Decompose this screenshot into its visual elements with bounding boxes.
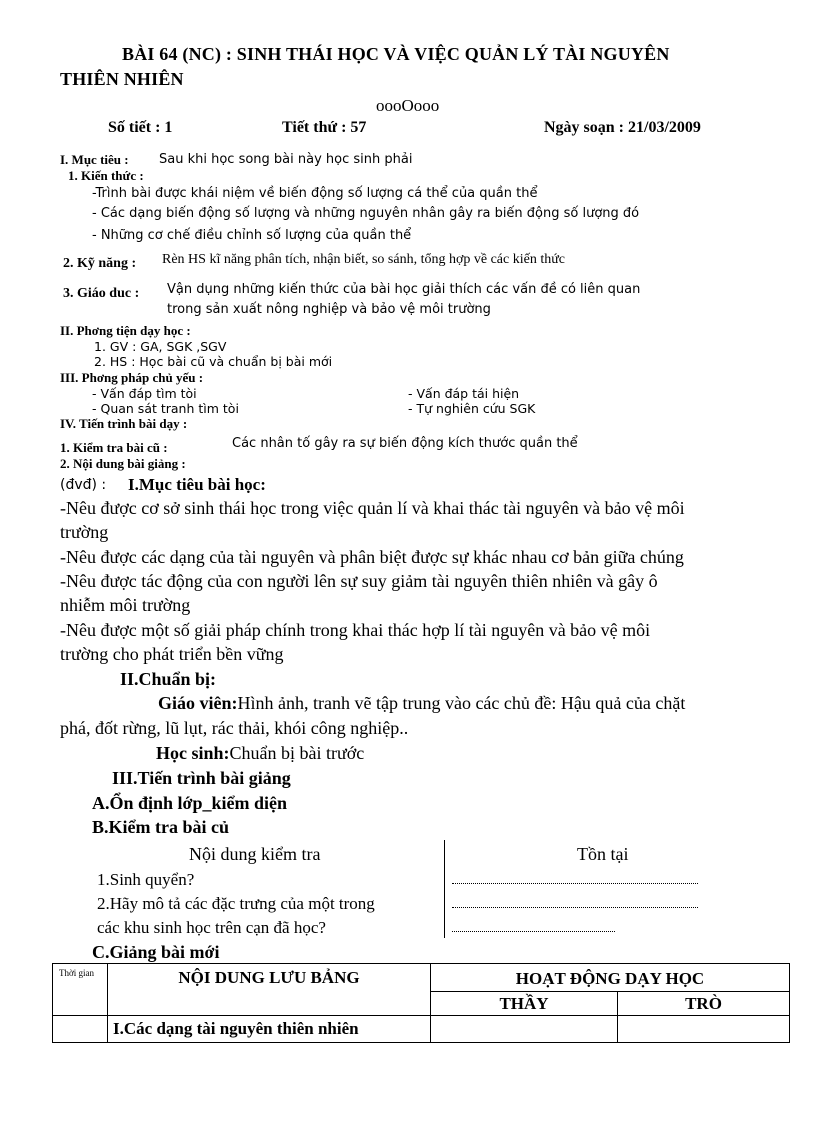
check-heading: 1. Kiểm tra bài cũ : (60, 440, 168, 455)
check-question: 2.Hãy mô tả các đặc trưng của một trong (97, 894, 375, 913)
check-text: Các nhân tố gây ra sự biến động kích thước quần thể (232, 436, 578, 451)
so-tiet: Số tiết : 1 (108, 119, 173, 136)
student-text: Chuẩn bị bài trước (229, 743, 365, 763)
knowledge-heading: 1. Kiến thức : (68, 168, 144, 183)
answer-blank (452, 907, 698, 908)
knowledge-item: -Trình bài được khái niệm về biến động số lượng cá thể của quần thể (92, 186, 538, 201)
activity-header: HOẠT ĐỘNG DẠY HỌC (431, 964, 790, 992)
method-left: - Quan sát tranh tìm tòi (92, 401, 239, 416)
methods-heading: III. Phơng pháp chủ yếu : (60, 370, 204, 385)
means-heading: II. Phơng tiện dạy học : (60, 323, 191, 338)
teacher-prep-line2: phá, đốt rừng, lũ lụt, rác thải, khói công nghiệp.. (60, 718, 409, 738)
teacher-cell (431, 1016, 618, 1043)
dvd-label: (đvđ) : (60, 477, 107, 493)
student-prep (156, 743, 364, 764)
answer-blank (452, 931, 615, 932)
education-line2: trong sản xuất nông nghiệp và bảo vệ môi trường (167, 302, 491, 317)
time-cell (53, 1016, 108, 1043)
step-c: C.Giảng bài mới (92, 942, 220, 962)
check-question: 1.Sinh quyển? (97, 870, 195, 889)
means-item: 1. GV : GA, SGK ,SGV (94, 339, 227, 354)
lesson-title-line2: THIÊN NHIÊN (60, 69, 184, 89)
method-right: - Tự nghiên cứu SGK (408, 401, 536, 416)
title-divider: oooOooo (376, 96, 440, 115)
objective-line: -Nêu được các dạng của tài nguyên và phân biệt được sự khác nhau cơ bản giữa chúng (60, 547, 684, 567)
objective-line: -Nêu được cơ sở sinh thái học trong việc quản lí và khai thác tài nguyên và bảo vệ môi (60, 498, 685, 518)
method-left: - Vấn đáp tìm tòi (92, 386, 197, 401)
objectives-heading: I. Mục tiêu : (60, 152, 129, 167)
knowledge-item: - Các dạng biến động số lượng và những nguyên nhân gây ra biến động số lượng đó (92, 206, 640, 221)
objective-line: -Nêu được tác động của con người lên sự suy giảm tài nguyên thiên nhiên và gây ô (60, 571, 658, 591)
objectives-intro: Sau khi học song bài này học sinh phải (159, 152, 413, 167)
objective-line: nhiễm môi trường (60, 595, 191, 615)
check-question-cont: các khu sinh học trên cạn đã học? (97, 918, 326, 937)
content-heading: 2. Nội dung bài giảng : (60, 456, 186, 471)
objective-line: trường (60, 522, 109, 542)
objective-line: trường cho phát triển bền vững (60, 644, 284, 664)
process-lesson-heading: III.Tiến trình bài giảng (112, 768, 291, 788)
student-cell (618, 1016, 790, 1043)
step-b: B.Kiểm tra bài củ (92, 817, 229, 837)
knowledge-item: - Những cơ chế điều chỉnh số lượng của quần thể (92, 228, 412, 243)
content-header: NỘI DUNG LƯU BẢNG (108, 964, 431, 1016)
objective-line: -Nêu được một số giải pháp chính trong khai thác hợp lí tài nguyên và bảo vệ môi (60, 620, 651, 640)
check-col-content: Nội dung kiểm tra (189, 844, 321, 864)
teacher-col-header: THẦY (431, 992, 618, 1016)
skills-heading: 2. Kỹ năng : (63, 256, 137, 271)
step-a: A.Ổn định lớp_kiểm diện (92, 793, 288, 813)
ngay-soan: Ngày soạn : 21/03/2009 (544, 119, 701, 136)
check-table-divider (444, 840, 445, 938)
prep-heading: II.Chuẩn bị: (120, 669, 217, 689)
teacher-label: Giáo viên: (158, 693, 238, 713)
answer-blank (452, 883, 698, 884)
lesson-plan-table (52, 963, 790, 1043)
student-label: Học sinh: (156, 743, 230, 763)
skills-text: Rèn HS kĩ năng phân tích, nhận biết, so sánh, tổng hợp về các kiến thức (162, 252, 566, 267)
means-item: 2. HS : Học bài cũ và chuẩn bị bài mới (94, 354, 333, 369)
tiet-thu: Tiết thứ : 57 (282, 119, 367, 136)
teacher-prep-line1 (158, 693, 685, 714)
lesson-objectives-heading: I.Mục tiêu bài học: (128, 475, 266, 494)
content-cell: I.Các dạng tài nguyên thiên nhiên (108, 1016, 431, 1043)
education-line1: Vận dụng những kiến thức của bài học giải thích các vấn đề có liên quan (167, 282, 641, 297)
check-col-result: Tồn tại (577, 844, 629, 864)
process-heading: IV. Tiến trình bài dạy : (60, 416, 188, 431)
lesson-title-line1: BÀI 64 (NC) : SINH THÁI HỌC VÀ VIỆC QUẢN LÝ TÀI NGUYÊN (122, 44, 670, 64)
student-col-header: TRÒ (618, 992, 790, 1016)
time-header: Thời gian (53, 964, 108, 1016)
education-heading: 3. Giáo duc : (63, 286, 140, 301)
method-right: - Vấn đáp tái hiện (408, 386, 520, 401)
teacher-text: Hình ảnh, tranh vẽ tập trung vào các chủ đề: Hậu quả của chặt (237, 693, 686, 713)
